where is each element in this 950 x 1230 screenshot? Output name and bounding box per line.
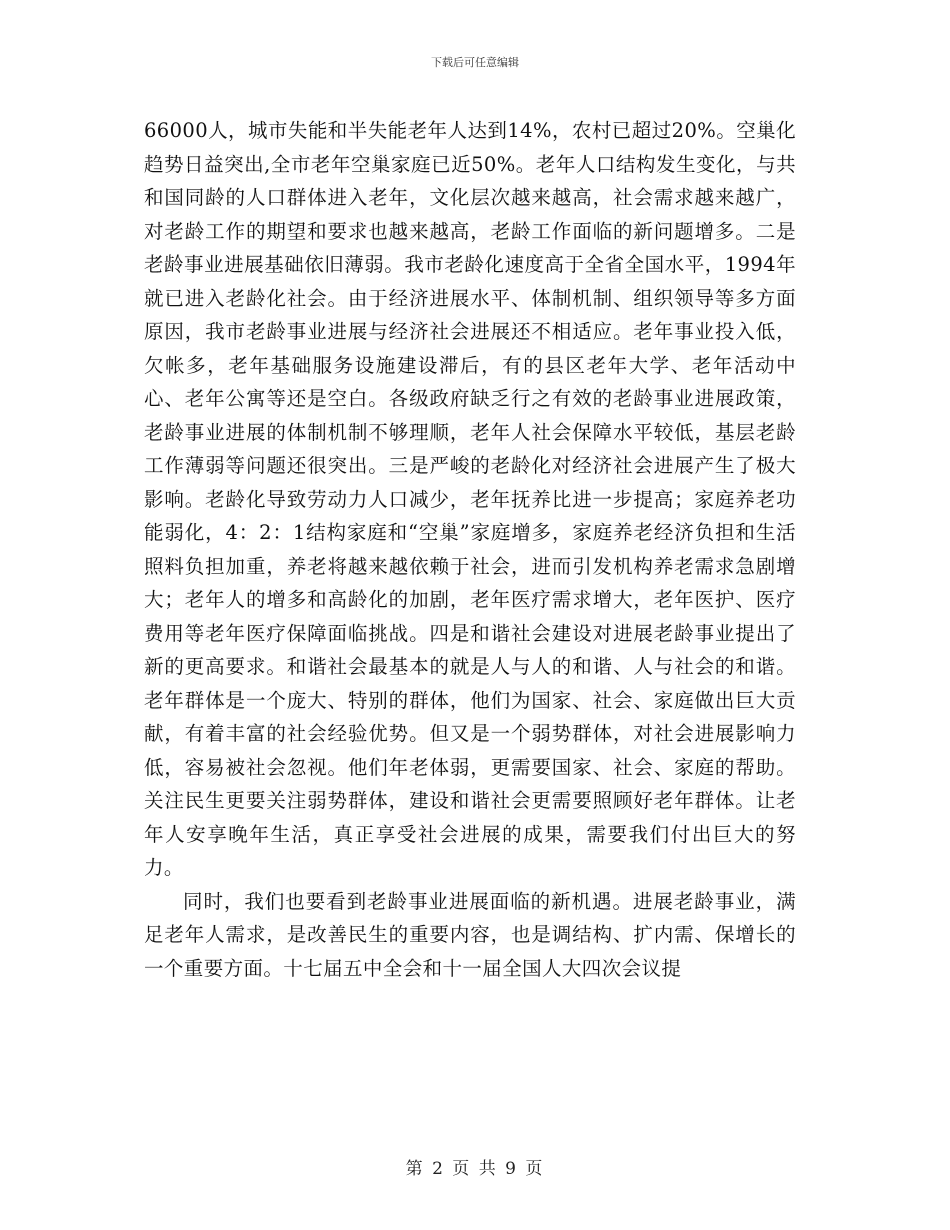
page-suffix: 页 [525,1159,545,1179]
paragraph-2: 同时，我们也要看到老龄事业进展面临的新机遇。进展老龄事业，满足老年人需求，是改善民生的重要内容，也是调结构、扩内需、保增长的一个重要方面。十七届五中全会和十一届全国人大四次会议提 [144,889,796,980]
page-prefix: 第 [405,1159,425,1179]
page-header-note: 下载后可任意编辑 [431,56,519,69]
document-body [144,114,796,985]
page-total: 9 [505,1159,518,1179]
paragraph-1: 66000人，城市失能和半失能老年人达到14%，农村已超过20%。空巢化趋势日益突出,全市老年空巢家庭已近50%。老年人口结构发生变化，与共和国同龄的人口群体进入老年，文化层次越来越高，社会需求越来越广，对老龄工作的期望和要求也越来越高，老龄工作面临的新问题增多。二是老龄事业进展基础依旧薄弱。我市老龄化速度高于全省全国水平，1994年就已进入老龄化社会。由于经济进展水平、体制机制、组织领导等多方面原因，我市老龄事业进展与经济社会进展还不相适应。老年事业投入低，欠帐多，老年基础服务设施建设滞后，有的县区老年大学、老年活动中心、老年公寓等还是空白。各级政府缺乏行之有效的老龄事业进展政策，老龄事业进展的体制机制不够理顺，老年人社会保障水平较低，基层老龄工作薄弱等问题还很突出。三是严峻的老龄化对经济社会进展产生了极大影响。老龄化导致劳动力人口减少，老年抚养比进一步提高；家庭养老功能弱化，4：2：1结构家庭和“空巢”家庭增多，家庭养老经济负担和生活照料负担加重，养老将越来越依赖于社会，进而引发机构养老需求急剧增大；老年人的增多和高龄化的加剧，老年医疗需求增大，老年医护、医疗费用等老年医疗保障面临挑战。四是和谐社会建设对进展老龄事业提出了新的更高要求。和谐社会最基本的就是人与人的和谐、人与社会的和谐。老年群体是一个庞大、特别的群体，他们为国家、社会、家庭做出巨大贡献，有着丰富的社会经验优势。但又是一个弱势群体，对社会进展影响力低，容易被社会忽视。他们年老体弱，更需要国家、社会、家庭的帮助。关注民生更要关注弱势群体，建设和谐社会更需要照顾好老年群体。让老年人安享晚年生活，真正享受社会进展的成果，需要我们付出巨大的努力。 [144,119,796,879]
page-current: 2 [432,1159,445,1179]
page-mid: 页 共 [452,1159,498,1179]
page-number [0,1154,950,1179]
